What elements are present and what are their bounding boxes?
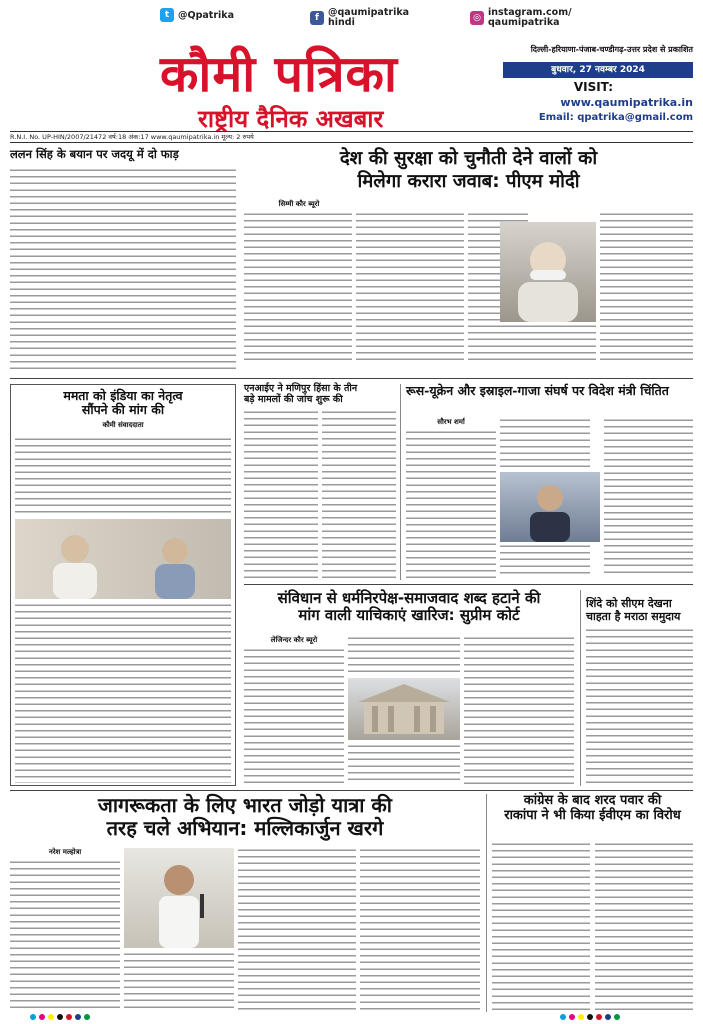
jaishankar-photo xyxy=(500,472,600,542)
website-link[interactable]: www.qaumipatrika.in xyxy=(560,96,693,109)
newspaper-tagline: राष्ट्रीय दैनिक अखबार xyxy=(198,104,384,133)
jaishankar-headline[interactable]: रूस-यूक्रेन और इस्राइल-गाजा संघर्ष पर विदेश मंत्री चिंतित xyxy=(406,383,669,398)
lead-body-col2 xyxy=(356,212,464,362)
mamta-body-top xyxy=(15,437,231,515)
shinde-headline-line2[interactable]: चाहता है मराठा समुदाय xyxy=(586,609,681,623)
secular-body-col3 xyxy=(464,636,574,784)
mamta-photo xyxy=(15,519,231,599)
person-photo-icon xyxy=(500,472,600,542)
kharge-photo xyxy=(124,848,234,948)
mamta-headline-line1[interactable]: ममता को इंडिया का नेतृत्व xyxy=(63,388,183,403)
modi-photo xyxy=(500,222,596,322)
jaishankar-body-col3 xyxy=(604,418,693,578)
shinde-headline-line1[interactable]: शिंदे को सीएम देखना xyxy=(586,597,672,610)
pawar-headline-line1[interactable]: कांग्रेस के बाद शरद पवार की xyxy=(523,793,662,808)
kharge-body-col1 xyxy=(10,860,120,1010)
secular-byline: लेजिन्दर कौर ब्यूरो xyxy=(270,636,318,644)
manipur-headline-line2[interactable]: बड़े मामलों की जांच शुरू की xyxy=(244,393,343,405)
pawar-body-col2 xyxy=(595,842,693,1010)
facebook-handle[interactable]: f @qaumipatrika hindi xyxy=(310,8,409,28)
secular-body-col1 xyxy=(244,648,344,784)
kharge-body-col3 xyxy=(238,848,356,1010)
jaishankar-body-col2b xyxy=(500,544,590,578)
twitter-icon: t xyxy=(160,8,174,22)
registration-line: R.N.I. No. UP-HIN/2007/21472 वर्ष:18 अंक:17 www.qaumipatrika.in मूल्य: 2 रुपये xyxy=(10,131,693,143)
manipur-headline-line1[interactable]: एनआईए ने मणिपुर हिंसा के तीन xyxy=(244,383,358,394)
jaishankar-body-col1 xyxy=(406,430,496,578)
masthead xyxy=(10,44,693,138)
newspaper-logo: कौमी पत्रिका xyxy=(160,44,398,103)
story-manipur xyxy=(244,384,396,580)
jaishankar-byline: सौरभ शर्मा xyxy=(437,418,465,426)
color-registration-dots-left xyxy=(30,1014,90,1020)
person-photo-icon xyxy=(15,519,231,599)
story-secular-headline xyxy=(244,590,574,630)
secular-body-col2b xyxy=(348,744,460,784)
story-lalan xyxy=(10,148,236,376)
story-mamta xyxy=(10,384,236,786)
supreme-court-photo xyxy=(348,678,460,740)
story-jaishankar xyxy=(406,384,693,580)
instagram-icon: ◎ xyxy=(470,11,484,25)
kharge-headline-line1[interactable]: जागरूकता के लिए भारत जोड़ो यात्रा की xyxy=(98,793,392,817)
story-lead-headline xyxy=(244,148,693,196)
date-ribbon: बुधवार, 27 नवम्बर 2024 xyxy=(503,62,693,78)
manipur-body-col1 xyxy=(244,410,318,578)
story-kharge-headline xyxy=(10,794,480,844)
person-photo-icon xyxy=(124,848,234,948)
editions-line: दिल्ली-हरियाणा-पंजाब-चण्डीगढ़-उत्तर प्रदेश से प्रकाशित xyxy=(530,45,693,54)
person-photo-icon xyxy=(500,222,596,322)
secular-headline-line1[interactable]: संविधान से धर्मनिरपेक्ष-समाजवाद शब्द हटाने की xyxy=(277,589,541,607)
lead-body-col4 xyxy=(600,212,693,362)
lead-body-col1 xyxy=(244,212,352,362)
lead-headline-line1[interactable]: देश की सुरक्षा को चुनौती देने वालों को xyxy=(339,148,598,169)
secular-headline-line2[interactable]: मांग वाली याचिकाएं खारिज: सुप्रीम कोर्ट xyxy=(298,606,520,625)
facebook-icon: f xyxy=(310,11,324,25)
lead-body-under-photo xyxy=(468,324,596,362)
jaishankar-body-col2 xyxy=(500,418,590,468)
pawar-body-col1 xyxy=(492,842,590,1010)
kharge-headline-line2[interactable]: तरह चले अभियान: मल्लिकार्जुन खरगे xyxy=(106,816,384,840)
mamta-body-bottom xyxy=(15,603,231,783)
story-headline[interactable]: ललन सिंह के बयान पर जदयू में दो फाड़ xyxy=(10,147,179,161)
pawar-headline-line2[interactable]: राकांपा ने भी किया ईवीएम का विरोध xyxy=(504,807,681,823)
color-registration-dots-right xyxy=(560,1014,620,1020)
story-shinde xyxy=(586,598,693,786)
lead-headline-line2[interactable]: मिलेगा करारा जवाब: पीएम मोदी xyxy=(357,171,580,193)
mamta-byline: कौमी संवाददाता xyxy=(102,420,144,429)
mamta-headline-line2[interactable]: सौंपने की मांग की xyxy=(81,402,165,418)
email-link[interactable]: Email: qpatrika@gmail.com xyxy=(538,112,693,123)
kharge-body-col4 xyxy=(360,848,480,1010)
instagram-handle[interactable]: ◎ instagram.com/ qaumipatrika xyxy=(470,8,572,28)
kharge-body-col2 xyxy=(124,952,234,1010)
manipur-body-col2 xyxy=(322,410,396,578)
twitter-handle[interactable]: t @Qpatrika xyxy=(160,8,234,22)
building-photo-icon xyxy=(348,678,460,740)
secular-body-col2 xyxy=(348,636,460,676)
masthead-info xyxy=(493,44,693,123)
lead-byline: सिम्मी कौर ब्यूरो xyxy=(278,200,320,208)
visit-label: VISIT: xyxy=(573,80,613,94)
shinde-body xyxy=(586,628,693,786)
story-pawar-headline xyxy=(492,794,693,838)
story-body xyxy=(10,168,236,374)
kharge-byline: नरेश मल्होत्रा xyxy=(48,848,82,856)
